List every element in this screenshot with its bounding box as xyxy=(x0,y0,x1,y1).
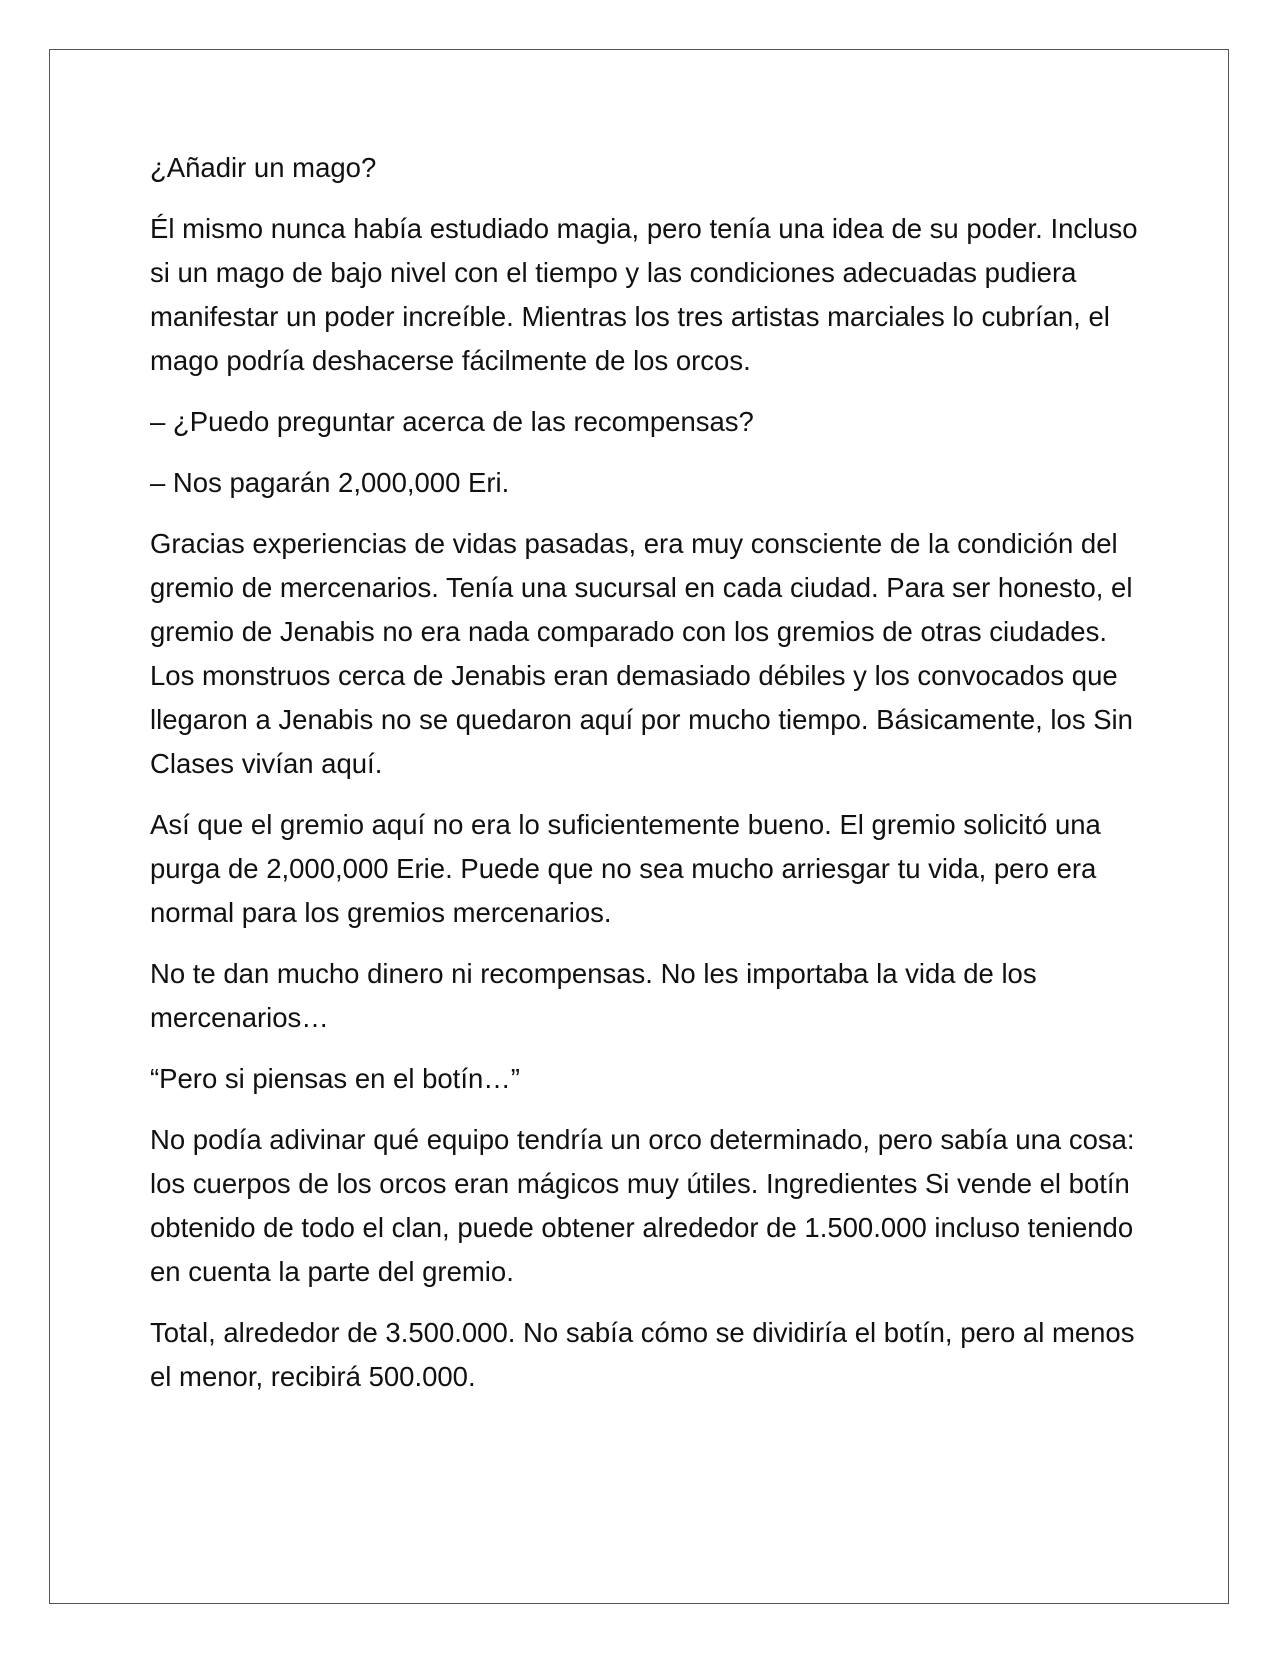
page-frame xyxy=(49,49,1229,1604)
paragraph: – ¿Puedo preguntar acerca de las recompensas? xyxy=(150,406,754,437)
paragraph: Total, alrededor de 3.500.000. No sabía cómo se dividiría el botín, pero al menos el menor, recibirá 500.000. xyxy=(150,1317,1135,1392)
paragraph: No podía adivinar qué equipo tendría un orco determinado, pero sabía una cosa: los cuerpos de los orcos eran mágicos muy útiles. Ingredientes Si vende el botín obtenido de todo el clan, puede obtener alrededor de 1.500.000 incluso teniendo en cuenta la parte del gremio. xyxy=(150,1124,1135,1287)
paragraph: – Nos pagarán 2,000,000 Eri. xyxy=(150,467,510,498)
paragraph: “Pero si piensas en el botín…” xyxy=(150,1063,520,1094)
paragraph: ¿Añadir un mago? xyxy=(150,152,377,183)
paragraph: Gracias experiencias de vidas pasadas, era muy consciente de la condición del gremio de mercenarios. Tenía una sucursal en cada ciudad. Para ser honesto, el gremio de Jenabis no era nada comparado con los gremios de otras ciudades. Los monstruos cerca de Jenabis eran demasiado débiles y los convocados que llegaron a Jenabis no se quedaron aquí por mucho tiempo. Básicamente, los Sin Clases vivían aquí. xyxy=(150,528,1133,779)
document-body xyxy=(150,146,1140,1416)
paragraph: No te dan mucho dinero ni recompensas. No les importaba la vida de los mercenarios… xyxy=(150,958,1037,1033)
paragraph: Él mismo nunca había estudiado magia, pero tenía una idea de su poder. Incluso si un mago de bajo nivel con el tiempo y las condiciones adecuadas pudiera manifestar un poder increíble. Mientras los tres artistas marciales lo cubrían, el mago podría deshacerse fácilmente de los orcos. xyxy=(150,213,1138,376)
paragraph: Así que el gremio aquí no era lo suficientemente bueno. El gremio solicitó una purga de 2,000,000 Erie. Puede que no sea mucho arriesgar tu vida, pero era normal para los gremios mercenarios. xyxy=(150,809,1101,928)
